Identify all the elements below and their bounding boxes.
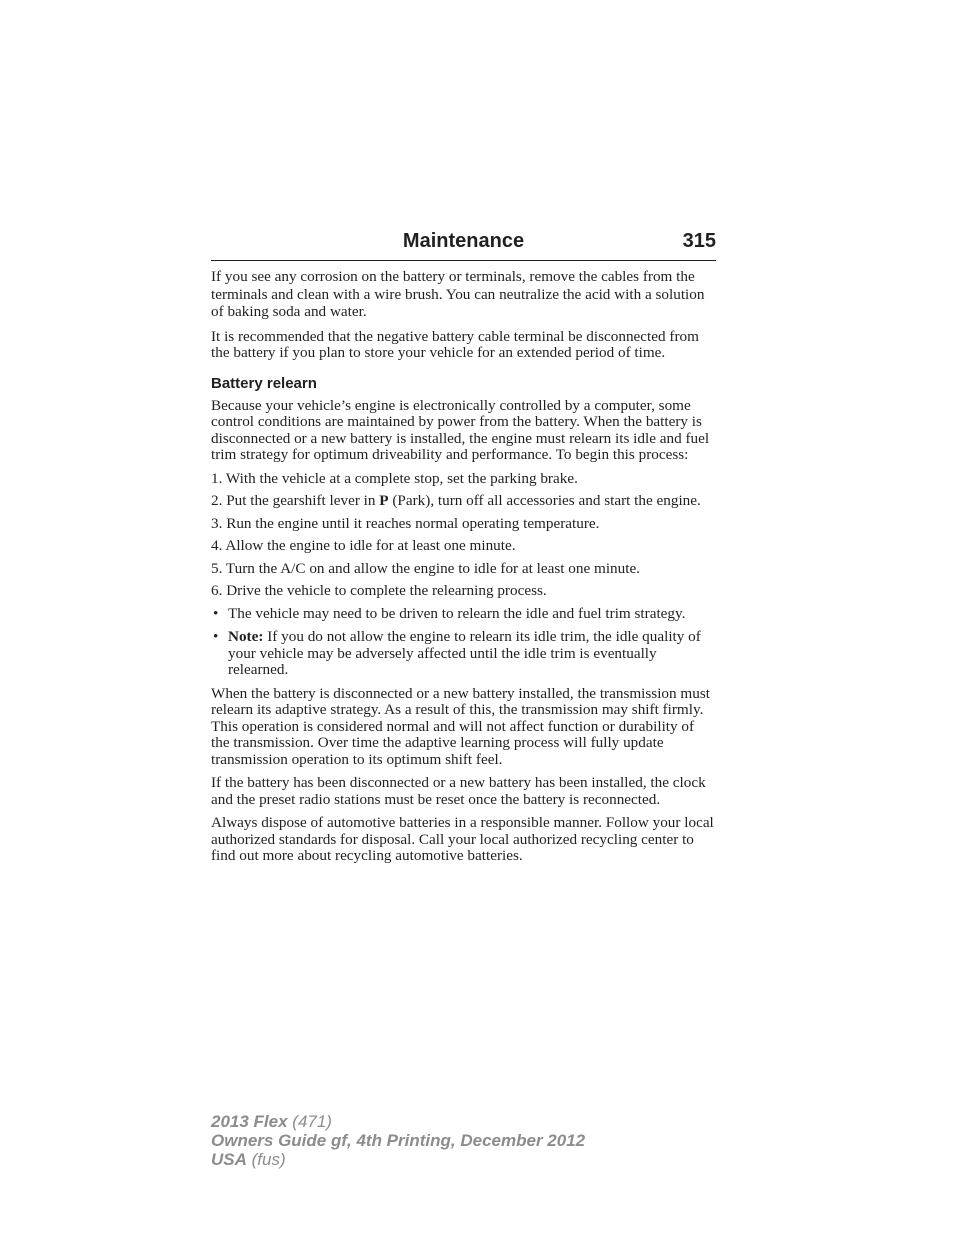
bullet-text: If you do not allow the engine to relearn its idle trim, the idle quality of your vehicle may be adversely affected until the idle trim is eventually relearned. xyxy=(228,628,701,678)
page-header xyxy=(211,228,716,261)
page-title: Maintenance xyxy=(402,230,525,252)
step-item: 1. With the vehicle at a complete stop, set the parking brake. xyxy=(211,469,578,487)
step-text: (Park), turn off all accessories and start the engine. xyxy=(388,492,701,509)
bullet-list xyxy=(211,606,716,679)
step-item xyxy=(211,493,716,510)
footer-model-code: (471) xyxy=(287,1112,332,1131)
step-item: 3. Run the engine until it reaches normal operating temperature. xyxy=(211,514,600,532)
relearn-intro-paragraph: Because your vehicle’s engine is electronically controlled by a computer, some control conditions are maintained by power from the battery. When the battery is disconnected or a new battery is installed, the engine must relearn its idle and fuel trim strategy for optimum driveability and performance. To begin this process: xyxy=(211,396,710,463)
bullet-text: The vehicle may need to be driven to relearn the idle and fuel trim strategy. xyxy=(228,604,686,622)
footer-model-line xyxy=(211,1112,585,1131)
page-number: 315 xyxy=(682,230,716,252)
footer-region-code: (fus) xyxy=(246,1150,286,1169)
page-content xyxy=(211,268,716,872)
clock-paragraph: If the battery has been disconnected or a new battery has been installed, the clock and the preset radio stations must be reset once the battery is reconnected. xyxy=(211,774,706,808)
footer-region-line xyxy=(211,1150,585,1169)
section-heading: Battery relearn xyxy=(211,374,317,392)
step-item: 5. Turn the A/C on and allow the engine to idle for at least one minute. xyxy=(211,559,640,577)
note-label: Note: xyxy=(228,628,264,645)
page-footer xyxy=(211,1112,585,1169)
storage-paragraph: It is recommended that the negative battery cable terminal be disconnected from the battery if you plan to store your vehicle for an extended period of time. xyxy=(211,327,699,361)
bullet-item xyxy=(211,606,716,623)
bullet-item xyxy=(211,629,716,679)
footer-region: USA xyxy=(211,1150,247,1169)
park-symbol: P xyxy=(379,492,389,509)
step-item: 6. Drive the vehicle to complete the relearning process. xyxy=(211,582,547,599)
bullet-icon: • xyxy=(213,604,219,622)
relearn-steps-list xyxy=(211,471,716,600)
disposal-paragraph: Always dispose of automotive batteries in a responsible manner. Follow your local authorized standards for disposal. Call your local authorized recycling center to find out more about recycling automotive batteries. xyxy=(211,814,714,864)
transmission-paragraph: When the battery is disconnected or a new battery installed, the transmission must relearn its adaptive strategy. As a result of this, the transmission may shift firmly. This operation is considered normal and will not affect function or durability of the transmission. Over time the adaptive learning process will fully update transmission operation to its optimum shift feel. xyxy=(211,684,710,768)
footer-model: 2013 Flex xyxy=(211,1112,288,1131)
step-item: 4. Allow the engine to idle for at least one minute. xyxy=(211,537,516,554)
corrosion-paragraph: If you see any corrosion on the battery or terminals, remove the cables from the terminals and clean with a wire brush. You can neutralize the acid with a solution of baking soda and water. xyxy=(211,268,705,320)
footer-guide-line: Owners Guide gf, 4th Printing, December 2012 xyxy=(211,1131,586,1150)
bullet-icon: • xyxy=(213,628,219,645)
step-text: 2. Put the gearshift lever in xyxy=(211,492,380,509)
